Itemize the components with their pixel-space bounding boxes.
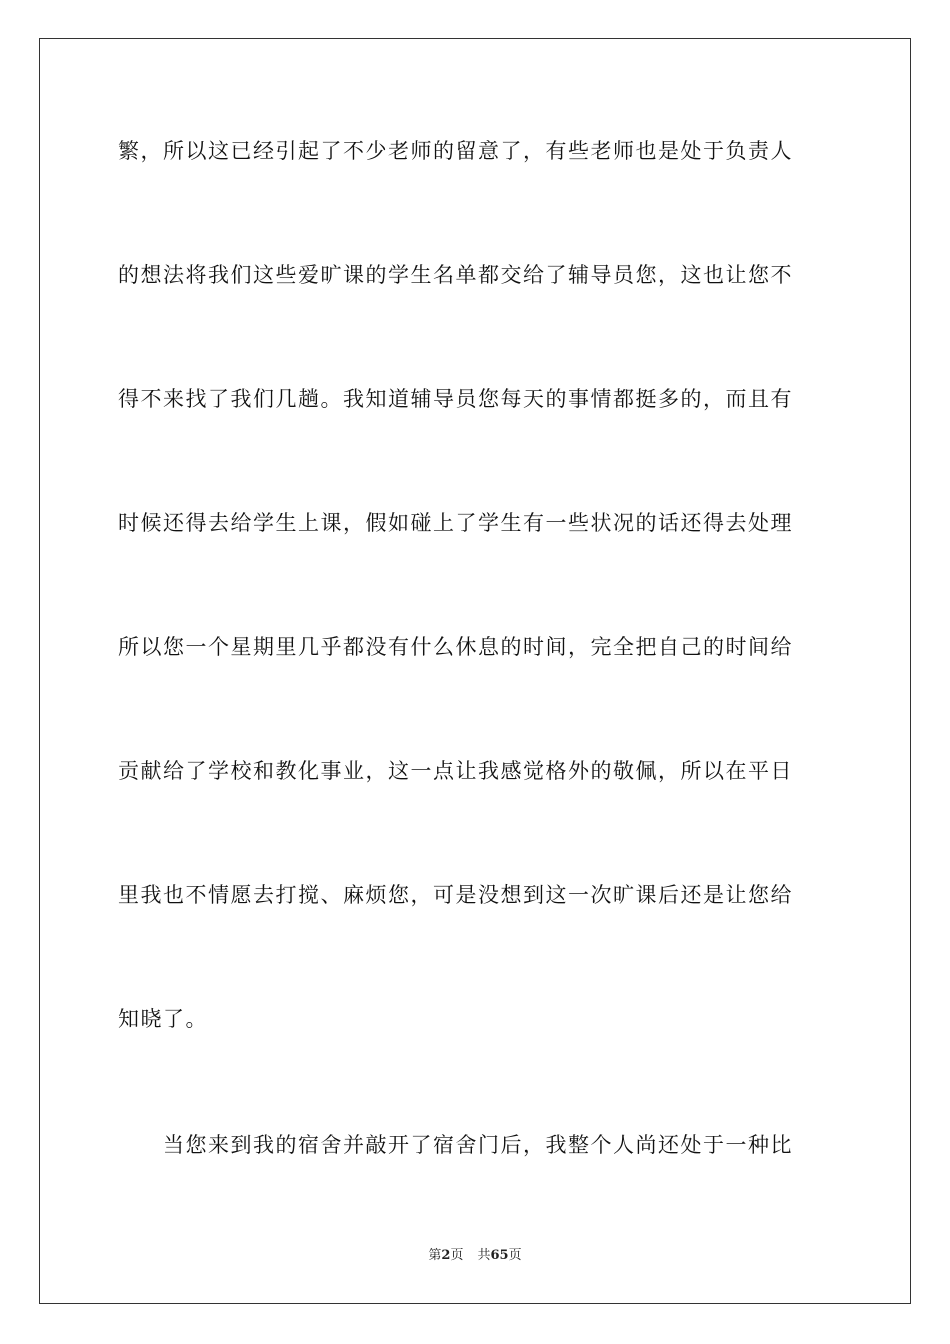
body-text-line: 时候还得去给学生上课，假如碰上了学生有一些状况的话还得去处理	[118, 511, 793, 535]
total-prefix: 共	[477, 1248, 491, 1263]
body-text-line: 贡献给了学校和教化事业，这一点让我感觉格外的敬佩，所以在平日	[118, 759, 793, 783]
paragraph-start-line: 当您来到我的宿舍并敲开了宿舍门后，我整个人尚还处于一种比	[118, 1133, 793, 1157]
body-text-line: 知晓了。	[118, 1007, 208, 1031]
body-text-line: 所以您一个星期里几乎都没有什么休息的时间，完全把自己的时间给	[118, 635, 793, 659]
page-suffix: 页	[450, 1248, 464, 1263]
body-text-line: 繁，所以这已经引起了不少老师的留意了，有些老师也是处于负责人	[118, 139, 793, 163]
total-pages: 65	[490, 1248, 509, 1263]
total-suffix: 页	[508, 1248, 522, 1263]
page-prefix: 第	[428, 1248, 442, 1263]
page-number: 2	[441, 1248, 451, 1263]
body-text-line: 得不来找了我们几趟。我知道辅导员您每天的事情都挺多的，而且有	[118, 387, 793, 411]
body-text-line: 里我也不情愿去打搅、麻烦您，可是没想到这一次旷课后还是让您给	[118, 883, 793, 907]
page-border	[39, 38, 911, 1304]
page-footer	[0, 1246, 950, 1266]
body-text-line: 的想法将我们这些爱旷课的学生名单都交给了辅导员您，这也让您不	[118, 263, 793, 287]
